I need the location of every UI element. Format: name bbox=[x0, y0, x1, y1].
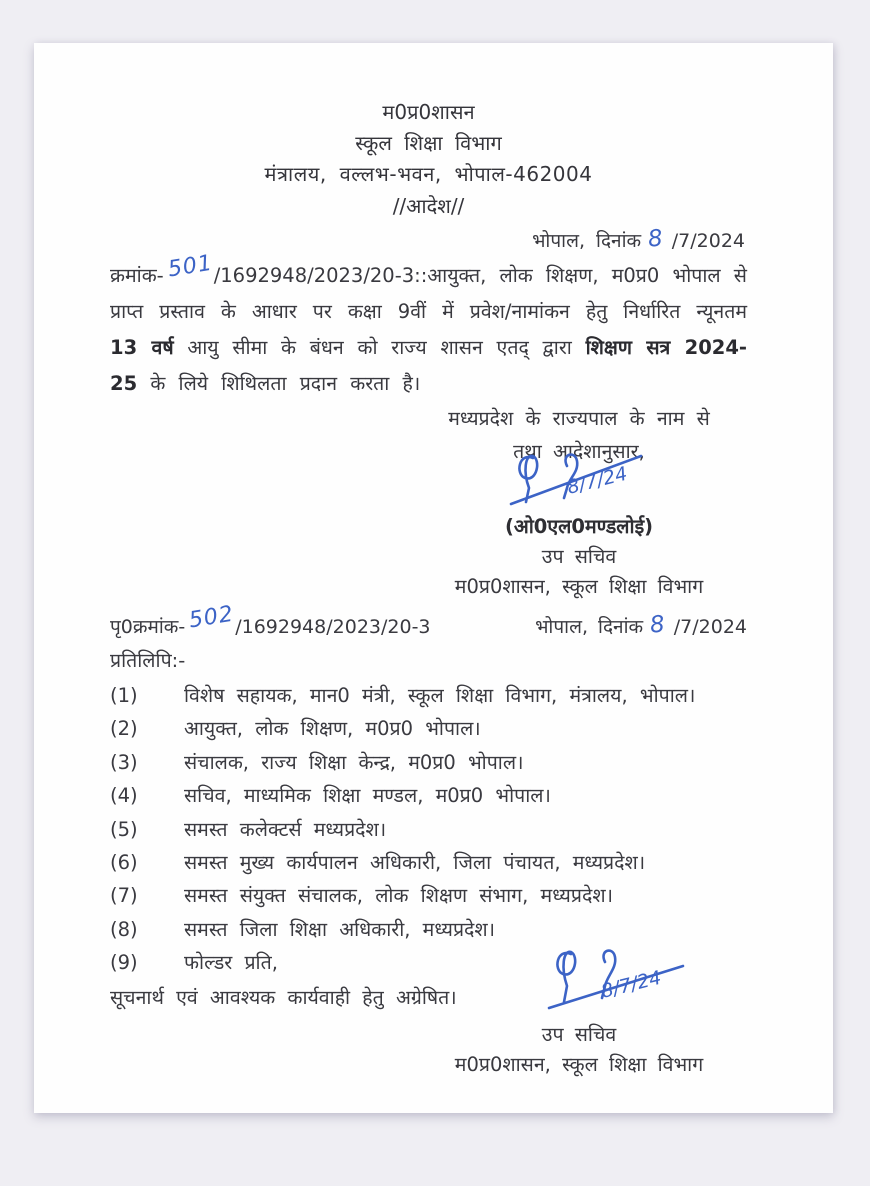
footer-signatory-block bbox=[411, 1020, 747, 1080]
endorsement-prefix: पृ0क्रमांक- bbox=[110, 616, 186, 638]
copy-list-heading: प्रतिलिपि:- bbox=[110, 649, 186, 672]
signature-date-1: 8/7/24 bbox=[564, 462, 630, 499]
signature-space bbox=[411, 468, 747, 512]
letterhead-department: स्कूल शिक्षा विभाग bbox=[355, 131, 502, 155]
order-body-paragraph bbox=[110, 250, 747, 402]
handwritten-day-2: 8 bbox=[648, 611, 667, 639]
copy-list-item-number: (7) bbox=[110, 884, 138, 908]
endorsement-place-label: भोपाल, दिनांक bbox=[535, 616, 644, 638]
copy-list-item bbox=[110, 913, 747, 946]
paragraph-segment: /1692948/2023/20-3::आयुक्त, लोक शिक्षण, म0प्र0 भोपाल से प्राप्त प्रस्ताव के आधार पर कक्षा 9वीं में प्रवेश/नामांकन हेतु निर्धारित न्यूनतम bbox=[110, 264, 747, 323]
by-order-line-1: मध्यप्रदेश के राज्यपाल के नाम से bbox=[448, 407, 710, 430]
copy-list-item bbox=[110, 779, 747, 812]
signatory-block bbox=[411, 402, 747, 602]
copy-list-item-number: (5) bbox=[110, 817, 138, 841]
paragraph-segment: के लिये शिथिलता प्रदान करता है। bbox=[137, 372, 421, 395]
handwritten-endorsement-number: 502 bbox=[187, 601, 236, 634]
letterhead-government: म0प्र0शासन bbox=[382, 100, 475, 124]
document-page bbox=[34, 43, 833, 1113]
forward-note-row bbox=[110, 966, 747, 1014]
copy-list-item bbox=[110, 746, 747, 779]
copy-list-item bbox=[110, 679, 747, 712]
copy-list-item-text: विशेष सहायक, मान0 मंत्री, स्कूल शिक्षा विभाग, मंत्रालय, भोपाल। bbox=[184, 684, 696, 707]
paragraph-segment: क्रमांक- bbox=[110, 264, 164, 287]
copy-list-item-text: संचालक, राज्य शिक्षा केन्द्र, म0प्र0 भोपाल। bbox=[184, 750, 524, 774]
footer-designation: उप सचिव bbox=[541, 1022, 617, 1046]
copy-list-item-number: (2) bbox=[110, 717, 138, 741]
signer-department: म0प्र0शासन, स्कूल शिक्षा विभाग bbox=[454, 575, 704, 598]
footer-department: म0प्र0शासन, स्कूल शिक्षा विभाग bbox=[454, 1052, 704, 1076]
order-heading: //आदेश// bbox=[392, 194, 465, 218]
letterhead-address: मंत्रालय, वल्लभ-भवन, भोपाल-462004 bbox=[264, 162, 593, 186]
copy-list-item-text: समस्त संयुक्त संचालक, लोक शिक्षण संभाग, मध्यप्रदेश। bbox=[184, 884, 613, 908]
forward-note: सूचनार्थ एवं आवश्यक कार्यवाही हेतु अग्रेषित। bbox=[110, 985, 457, 1009]
letterhead bbox=[110, 97, 747, 222]
copy-list bbox=[110, 679, 747, 980]
copy-list-item bbox=[110, 946, 747, 979]
endorsement-place-date bbox=[535, 611, 747, 642]
copy-list-item bbox=[110, 712, 747, 745]
paragraph-segment: शिक्षण सत्र 2024-25 bbox=[110, 336, 747, 395]
handwritten-order-number: 501 bbox=[165, 250, 215, 283]
copy-list-item-text: सचिव, माध्यमिक शिक्षा मण्डल, म0प्र0 भोपाल। bbox=[184, 784, 551, 808]
by-order-line-2: तथा आदेशानुसार, bbox=[513, 440, 645, 463]
copy-list-item-number: (4) bbox=[110, 784, 138, 808]
copy-list-item bbox=[110, 879, 747, 912]
copy-list-item-number: (6) bbox=[110, 851, 138, 875]
copy-list-item-text: समस्त मुख्य कार्यपालन अधिकारी, जिला पंचायत, मध्यप्रदेश। bbox=[184, 851, 646, 875]
date-suffix: /7/2024 bbox=[671, 230, 745, 252]
copy-list-item-text: आयुक्त, लोक शिक्षण, म0प्र0 भोपाल। bbox=[184, 717, 481, 741]
paragraph-segment: 13 वर्ष bbox=[110, 336, 174, 359]
signer-name: (ओ0एल0मण्डलोई) bbox=[504, 515, 654, 538]
endorsement-number bbox=[110, 601, 431, 642]
signer-designation: उप सचिव bbox=[541, 545, 617, 568]
copy-list-item bbox=[110, 813, 747, 846]
place-date-label: भोपाल, दिनांक bbox=[532, 230, 642, 252]
copy-list-item-number: (1) bbox=[110, 684, 138, 707]
copy-list-item-text: समस्त जिला शिक्षा अधिकारी, मध्यप्रदेश। bbox=[184, 917, 496, 941]
endorsement-number-rest: /1692948/2023/20-3 bbox=[235, 616, 431, 638]
copy-list-item-text: समस्त कलेक्टर्स मध्यप्रदेश। bbox=[184, 817, 387, 841]
copy-list-item-number: (8) bbox=[110, 917, 138, 941]
copy-list-item-number: (3) bbox=[110, 750, 138, 774]
copy-list-item-number: (9) bbox=[110, 951, 138, 975]
copy-list-item bbox=[110, 846, 747, 879]
endorsement-number-line bbox=[110, 601, 747, 642]
signature-date-2: 8/7/24 bbox=[598, 966, 664, 1003]
paragraph-segment: आयु सीमा के बंधन को राज्य शासन एतद् द्वारा bbox=[173, 336, 586, 359]
endorsement-date-suffix: /7/2024 bbox=[673, 616, 747, 638]
handwritten-day: 8 bbox=[646, 225, 665, 253]
copy-list-item-text: फोल्डर प्रति, bbox=[184, 951, 278, 975]
